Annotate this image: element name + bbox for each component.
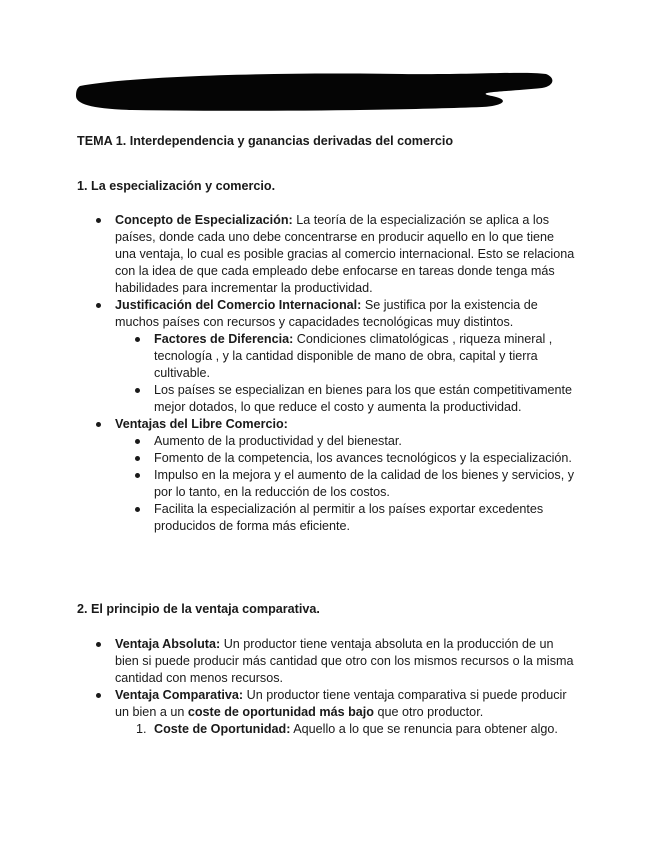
text-ventaja-2: Fomento de la competencia, los avances tecnológicos y la especialización. bbox=[154, 451, 572, 465]
label-ventajas: Ventajas del Libre Comercio: bbox=[115, 417, 288, 431]
redacted-header-mark bbox=[72, 66, 554, 112]
list-item-especializan bbox=[0, 382, 576, 416]
bullet-icon bbox=[96, 303, 101, 308]
list-item-ventaja-1 bbox=[0, 433, 576, 450]
text-factores: Condiciones climatológicas , riqueza mineral , tecnología , y la cantidad disponible de mano de obra, capital y tierra cultivable. bbox=[154, 332, 553, 380]
section-2-title: 2. El principio de la ventaja comparativa. bbox=[77, 602, 320, 616]
text-absoluta: Un productor tiene ventaja absoluta en la producción de un bien si puede producir más cantidad que otro con los mismos recursos o la misma cantidad con menos recursos. bbox=[115, 637, 574, 685]
label-absoluta: Ventaja Absoluta: bbox=[115, 637, 221, 651]
list-item-ventaja-3 bbox=[0, 467, 576, 501]
list-item-ventaja-4 bbox=[0, 501, 576, 535]
label-especializacion: Concepto de Especialización: bbox=[115, 213, 293, 227]
text-especializan: Los países se especializan en bienes para los que están competitivamente mejor dotados, lo que reduce el costo y aumenta la productividad. bbox=[154, 383, 572, 414]
section-1-title: 1. La especialización y comercio. bbox=[77, 179, 276, 193]
bullet-icon bbox=[96, 218, 101, 223]
bullet-icon bbox=[96, 422, 101, 427]
bullet-icon bbox=[135, 439, 140, 444]
bullet-icon bbox=[135, 507, 140, 512]
bullet-icon bbox=[96, 693, 101, 698]
list-item-factores bbox=[0, 331, 576, 382]
text-comparativa-bold: coste de oportunidad más bajo bbox=[187, 705, 374, 719]
text-ventaja-3: Impulso en la mejora y el aumento de la calidad de los bienes y servicios, y por lo tanto, en la reducción de los costos. bbox=[154, 468, 575, 499]
list-number: 1. bbox=[136, 722, 147, 736]
text-comparativa-before: Un productor tiene ventaja comparativa si puede producir un bien a un bbox=[115, 688, 567, 719]
topic-title: TEMA 1. Interdependencia y ganancias derivadas del comercio bbox=[77, 134, 454, 148]
list-item-justificacion bbox=[0, 297, 575, 331]
text-coste: Aquello a lo que se renuncia para obtener algo. bbox=[293, 722, 558, 736]
bullet-icon bbox=[135, 388, 140, 393]
text-ventaja-4: Facilita la especialización al permitir a los países exportar excedentes producidos de forma más eficiente. bbox=[154, 502, 544, 533]
list-item-ventajas bbox=[0, 416, 575, 433]
section-1-list bbox=[0, 212, 655, 535]
list-item-absoluta bbox=[0, 636, 575, 687]
bullet-icon bbox=[135, 456, 140, 461]
text-justificacion: Se justifica por la existencia de muchos países con recursos y capacidades tecnológicas muy distintos. bbox=[115, 298, 538, 329]
bullet-icon bbox=[135, 337, 140, 342]
bullet-icon bbox=[96, 642, 101, 647]
list-item-ventaja-2 bbox=[0, 450, 576, 467]
label-factores: Factores de Diferencia: bbox=[154, 332, 294, 346]
text-comparativa-after: que otro productor. bbox=[377, 705, 484, 719]
section-2-list bbox=[0, 636, 655, 738]
list-item-coste bbox=[0, 721, 576, 738]
list-item-especializacion bbox=[0, 212, 575, 297]
label-justificacion: Justificación del Comercio Internacional: bbox=[115, 298, 362, 312]
bullet-icon bbox=[135, 473, 140, 478]
text-ventaja-1: Aumento de la productividad y del bienestar. bbox=[154, 434, 402, 448]
label-comparativa: Ventaja Comparativa: bbox=[115, 688, 244, 702]
text-especializacion: La teoría de la especialización se aplica a los países, donde cada uno debe concentrarse en producir aquello en lo que tiene una ventaja, lo cual es posible gracias al comercio internacional. Esto se relaciona con la idea de que cada empleado debe enfocarse en tareas donde tenga más habilidades para incrementar la productividad. bbox=[115, 213, 575, 295]
list-item-comparativa bbox=[0, 687, 575, 721]
label-coste: Coste de Oportunidad: bbox=[154, 722, 291, 736]
